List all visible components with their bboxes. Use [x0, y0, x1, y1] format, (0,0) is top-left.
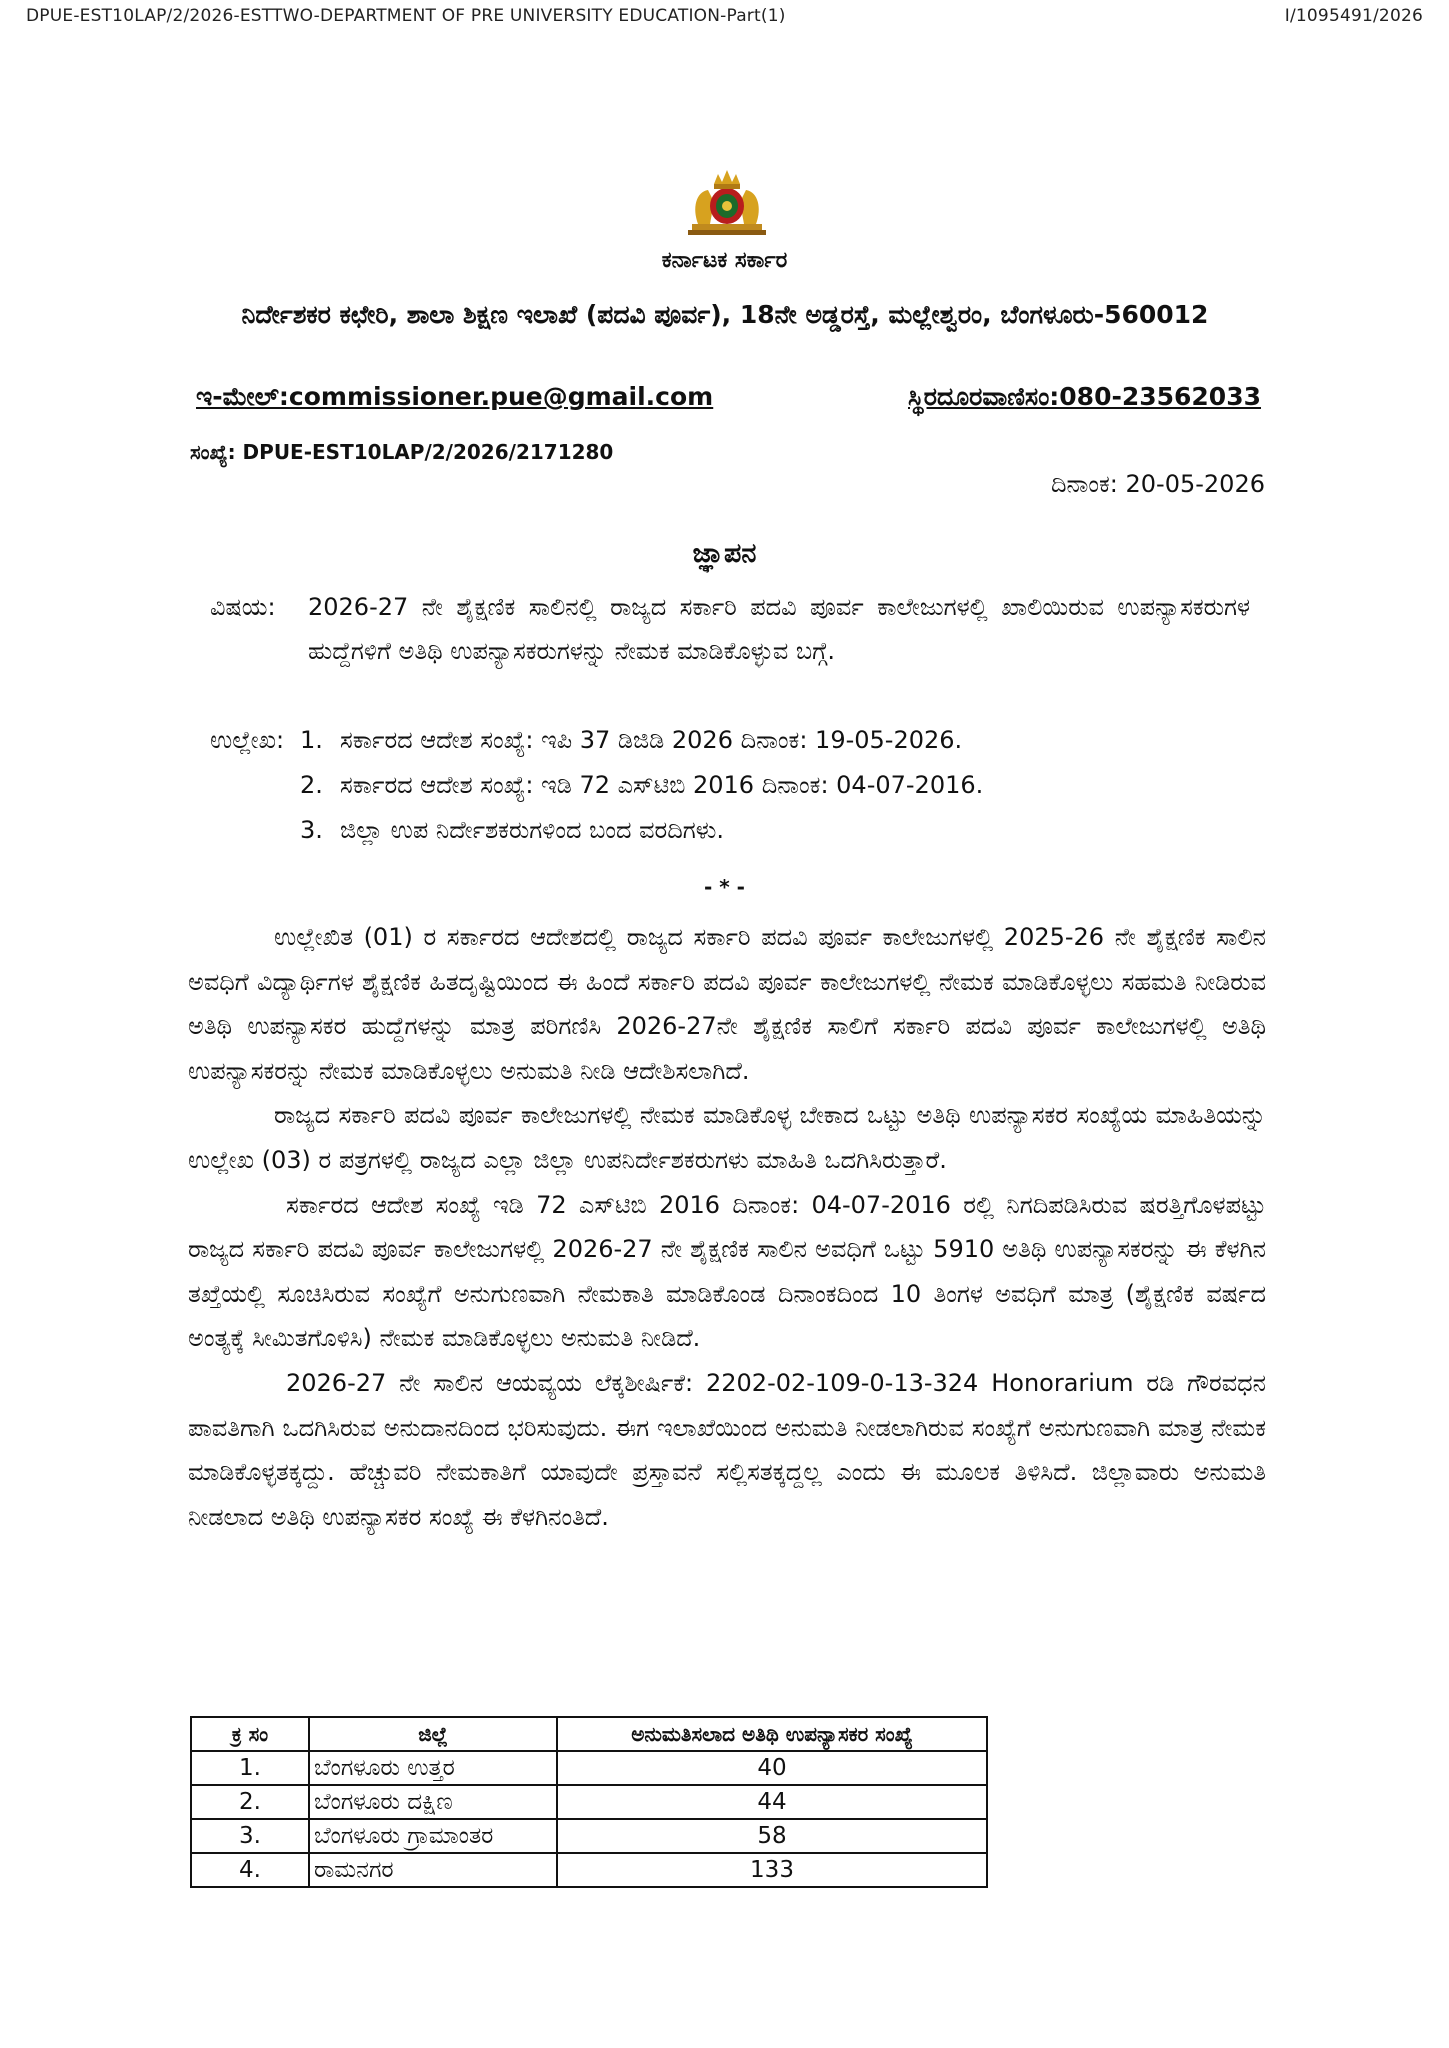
table-row — [191, 1819, 987, 1853]
reference-text-1: ಸರ್ಕಾರದ ಆದೇಶ ಸಂಖ್ಯೆ: ಇಪಿ 37 ಡಿಜಿಡಿ 2026 ದಿನಾಂಕ: 19-05-2026. — [340, 726, 963, 754]
file-reference-header: DPUE-EST10LAP/2/2026-ESTTWO-DEPARTMENT OF PRE UNIVERSITY EDUCATION-Part(1) — [26, 6, 786, 26]
email-contact: ಇ-ಮೇಲ್:commissioner.pue@gmail.com — [196, 382, 714, 411]
paragraph-1: ಉಲ್ಲೇಖಿತ (01) ರ ಸರ್ಕಾರದ ಆದೇಶದಲ್ಲಿ ರಾಜ್ಯದ ಸರ್ಕಾರಿ ಪದವಿ ಪೂರ್ವ ಕಾಲೇಜುಗಳಲ್ಲಿ 2025-26 ನೇ ಶೈಕ್ಷಣಿಕ ಸಾಲಿನ ಅವಧಿಗೆ ವಿದ್ಯಾರ್ಥಿಗಳ ಶೈಕ್ಷಣಿಕ ಹಿತದೃಷ್ಟಿಯಿಂದ ಈ ಹಿಂದೆ ಸರ್ಕಾರಿ ಪದವಿ ಪೂರ್ವ ಕಾಲೇಜುಗಳಲ್ಲಿ ನೇಮಕ ಮಾಡಿಕೊಳ್ಳಲು ಸಹಮತಿ ನೀಡಿರುವ ಅತಿಥಿ ಉಪನ್ಯಾಸಕರ ಹುದ್ದೆಗಳನ್ನು ಮಾತ್ರ ಪರಿಗಣಿಸಿ 2026-27ನೇ ಶೈಕ್ಷಣಿಕ ಸಾಲಿಗೆ ಸರ್ಕಾರಿ ಪದವಿ ಪೂರ್ವ ಕಾಲೇಜುಗಳಲ್ಲಿ ಅತಿಥಿ ಉಪನ್ಯಾಸಕರನ್ನು ನೇಮಕ ಮಾಡಿಕೊಳ್ಳಲು ಅನುಮತಿ ನೀಡಿ ಆದೇಶಿಸಲಾಗಿದೆ. — [188, 923, 1266, 1085]
table-row — [191, 1785, 987, 1819]
document-id-header: I/1095491/2026 — [1284, 6, 1423, 26]
table-row — [191, 1751, 987, 1785]
reference-number-3: 3. — [300, 816, 323, 844]
cell-district: ಬೆಂಗಳೂರು ದಕ್ಷಿಣ — [309, 1785, 557, 1819]
cell-district: ರಾಮನಗರ — [309, 1853, 557, 1887]
reference-item — [300, 808, 1250, 853]
section-divider: - * - — [704, 875, 745, 899]
cell-district: ಬೆಂಗಳೂರು ಉತ್ತರ — [309, 1751, 557, 1785]
body-paragraphs — [188, 915, 1266, 1539]
column-header-district: ಜಿಲ್ಲೆ — [309, 1717, 557, 1751]
cell-count: 44 — [557, 1785, 987, 1819]
paragraph-4: 2026-27 ನೇ ಸಾಲಿನ ಆಯವ್ಯಯ ಲೆಕ್ಕಶೀರ್ಷಿಕೆ: 2202-02-109-0-13-324 Honorarium ರಡಿ ಗೌರವಧನ ಪಾವತಿಗಾಗಿ ಒದಗಿಸಿರುವ ಅನುದಾನದಿಂದ ಭರಿಸುವುದು. ಈಗ ಇಲಾಖೆಯಿಂದ ಅನುಮತಿ ನೀಡಲಾಗಿರುವ ಸಂಖ್ಯೆಗೆ ಅನುಗುಣವಾಗಿ ಮಾತ್ರ ನೇಮಕ ಮಾಡಿಕೊಳ್ಳತಕ್ಕದ್ದು. ಹೆಚ್ಚುವರಿ ನೇಮಕಾತಿಗೆ ಯಾವುದೇ ಪ್ರಸ್ತಾವನೆ ಸಲ್ಲಿಸತಕ್ಕದ್ದಲ್ಲ ಎಂದು ಈ ಮೂಲಕ ತಿಳಿಸಿದೆ. ಜಿಲ್ಲಾವಾರು ಅನುಮತಿ ನೀಡಲಾದ ಅತಿಥಿ ಉಪನ್ಯಾಸಕರ ಸಂಖ್ಯೆ ಈ ಕೆಳಗಿನಂತಿದೆ. — [188, 1368, 1266, 1531]
references-label: ಉಲ್ಲೇಖ: — [210, 726, 285, 754]
subject-section — [210, 585, 1250, 673]
office-address: ನಿರ್ದೇಶಕರ ಕಛೇರಿ, ಶಾಲಾ ಶಿಕ್ಷಣ ಇಲಾಖೆ (ಪದವಿ ಪೂರ್ವ), 18ನೇ ಅಡ್ಡರಸ್ತೆ, ಮಲ್ಲೇಶ್ವರಂ, ಬೆಂಗಳೂರು-560012 — [241, 300, 1209, 329]
karnataka-emblem-icon — [684, 168, 770, 238]
paragraph-3: ಸರ್ಕಾರದ ಆದೇಶ ಸಂಖ್ಯೆ ಇಡಿ 72 ಎಸ್‌ಟಿಬಿ 2016 ದಿನಾಂಕ: 04-07-2016 ರಲ್ಲಿ ನಿಗದಿಪಡಿಸಿರುವ ಷರತ್ತಿಗೊಳಪಟ್ಟು ರಾಜ್ಯದ ಸರ್ಕಾರಿ ಪದವಿ ಪೂರ್ವ ಕಾಲೇಜುಗಳಲ್ಲಿ 2026-27 ನೇ ಶೈಕ್ಷಣಿಕ ಸಾಲಿನ ಅವಧಿಗೆ ಒಟ್ಟು 5910 ಅತಿಥಿ ಉಪನ್ಯಾಸಕರನ್ನು ಈ ಕೆಳಗಿನ ತಖ್ತೆಯಲ್ಲಿ ಸೂಚಿಸಿರುವ ಸಂಖ್ಯೆಗೆ ಅನುಗುಣವಾಗಿ ನೇಮಕಾತಿ ಮಾಡಿಕೊಂಡ ದಿನಾಂಕದಿಂದ 10 ತಿಂಗಳ ಅವಧಿಗೆ ಮಾತ್ರ (ಶೈಕ್ಷಣಿಕ ವರ್ಷದ ಅಂತ್ಯಕ್ಕೆ ಸೀಮಿತಗೊಳಿಸಿ) ನೇಮಕ ಮಾಡಿಕೊಳ್ಳಲು ಅನುಮತಿ ನೀಡಿದೆ. — [188, 1190, 1266, 1353]
references-section — [210, 718, 1250, 853]
cell-district: ಬೆಂಗಳೂರು ಗ್ರಾಮಾಂತರ — [309, 1819, 557, 1853]
document-date: ದಿನಾಂಕ: 20-05-2026 — [1051, 470, 1265, 498]
column-header-serial: ಕ್ರ ಸಂ — [191, 1717, 309, 1751]
district-allocation-table — [190, 1716, 988, 1888]
subject-label: ವಿಷಯ: — [210, 593, 276, 621]
cell-count: 133 — [557, 1853, 987, 1887]
table-header-row — [191, 1717, 987, 1751]
reference-item — [300, 763, 1250, 808]
reference-text-2: ಸರ್ಕಾರದ ಆದೇಶ ಸಂಖ್ಯೆ: ಇಡಿ 72 ಎಸ್‌ಟಿಬಿ 2016 ದಿನಾಂಕ: 04-07-2016. — [340, 771, 984, 799]
cell-count: 40 — [557, 1751, 987, 1785]
government-name: ಕರ್ನಾಟಕ ಸರ್ಕಾರ — [661, 248, 788, 273]
subject-text: 2026-27 ನೇ ಶೈಕ್ಷಣಿಕ ಸಾಲಿನಲ್ಲಿ ರಾಜ್ಯದ ಸರ್ಕಾರಿ ಪದವಿ ಪೂರ್ವ ಕಾಲೇಜುಗಳಲ್ಲಿ ಖಾಲಿಯಿರುವ ಉಪನ್ಯಾಸಕರುಗಳ ಹುದ್ದೆಗಳಿಗೆ ಅತಿಥಿ ಉಪನ್ಯಾಸಕರುಗಳನ್ನು ನೇಮಕ ಮಾಡಿಕೊಳ್ಳುವ ಬಗ್ಗೆ. — [308, 593, 1250, 665]
table-row — [191, 1853, 987, 1887]
reference-item — [300, 718, 1250, 763]
reference-number-1: 1. — [300, 726, 323, 754]
reference-number-2: 2. — [300, 771, 323, 799]
cell-serial: 3. — [191, 1819, 309, 1853]
paragraph-2: ರಾಜ್ಯದ ಸರ್ಕಾರಿ ಪದವಿ ಪೂರ್ವ ಕಾಲೇಜುಗಳಲ್ಲಿ ನೇಮಕ ಮಾಡಿಕೊಳ್ಳ ಬೇಕಾದ ಒಟ್ಟು ಅತಿಥಿ ಉಪನ್ಯಾಸಕರ ಸಂಖ್ಯೆಯ ಮಾಹಿತಿಯನ್ನು ಉಲ್ಲೇಖ (03) ರ ಪತ್ರಗಳಲ್ಲಿ ರಾಜ್ಯದ ಎಲ್ಲಾ ಜಿಲ್ಲಾ ಉಪನಿರ್ದೇಶಕರುಗಳು ಮಾಹಿತಿ ಒದಗಿಸಿರುತ್ತಾರೆ. — [188, 1101, 1266, 1174]
column-header-count: ಅನುಮತಿಸಲಾದ ಅತಿಥಿ ಉಪನ್ಯಾಸಕರ ಸಂಖ್ಯೆ — [557, 1717, 987, 1751]
cell-serial: 4. — [191, 1853, 309, 1887]
reference-number: ಸಂಖ್ಯೆ: DPUE-EST10LAP/2/2026/2171280 — [190, 440, 614, 464]
cell-serial: 1. — [191, 1751, 309, 1785]
phone-contact: ಸ್ಥಿರದೂರವಾಣಿಸಂ:080-23562033 — [908, 382, 1261, 411]
reference-text-3: ಜಿಲ್ಲಾ ಉಪ ನಿರ್ದೇಶಕರುಗಳಿಂದ ಬಂದ ವರದಿಗಳು. — [340, 816, 725, 844]
cell-count: 58 — [557, 1819, 987, 1853]
notice-title: ಜ್ಞಾಪನ — [692, 538, 757, 569]
cell-serial: 2. — [191, 1785, 309, 1819]
